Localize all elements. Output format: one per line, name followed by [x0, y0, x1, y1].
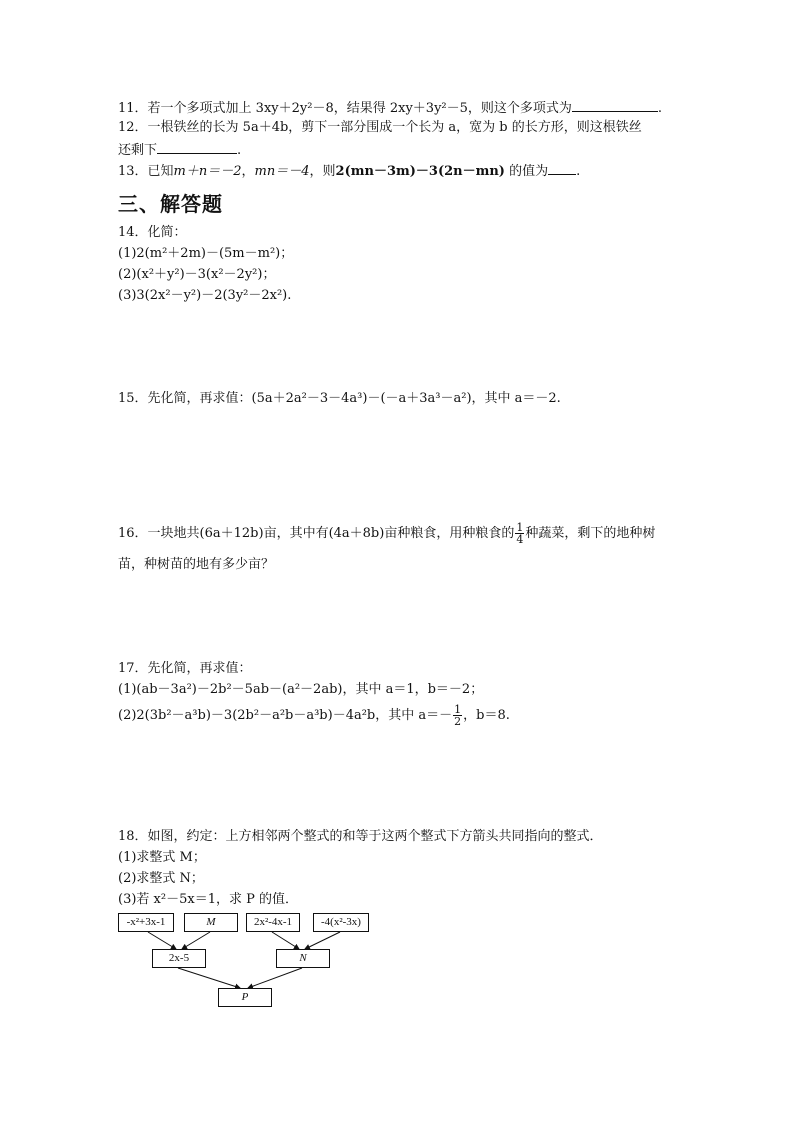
diagram-box-mid-1: 2x-5: [152, 949, 206, 968]
section-title: 三、解答题: [118, 192, 223, 216]
question-17-text: ，b＝8.: [463, 708, 510, 723]
question-12-text: 还剩下: [118, 143, 158, 158]
question-17-item: [118, 704, 510, 728]
separator: ，: [241, 164, 255, 179]
period: .: [657, 101, 663, 116]
question-11: [118, 98, 662, 118]
question-14-item: (2)(x²＋y²)－3(x²－2y²)；: [118, 267, 276, 282]
question-16-text: 种蔬菜，剩下的地种树: [525, 526, 656, 541]
question-11-text: 11．若一个多项式加上 3xy＋2y²－8，结果得 2xy＋3y²－5，则这个多项式为: [118, 101, 572, 116]
question-12-line1: 12．一根铁丝的长为 5a＋4b，剪下一部分围成一个长为 a，宽为 b 的长方形，则这根铁丝: [118, 120, 642, 135]
math-expression: 2(mn－3m)－3(2n－mn): [335, 164, 505, 179]
answer-blank: [548, 161, 576, 175]
question-18-title: 18．如图，约定：上方相邻两个整式的和等于这两个整式下方箭头共同指向的整式．: [118, 829, 603, 844]
question-18-item: (3)若 x²－5x＝1，求 P 的值．: [118, 892, 298, 907]
diagram-box-top-1: -x²+3x-1: [118, 913, 174, 932]
arrow: [305, 932, 340, 949]
fraction: [515, 522, 524, 545]
diagram-box-top-4: -4(x²-3x): [313, 913, 369, 932]
math-expression: mn＝－4: [254, 164, 310, 179]
fraction: [453, 704, 462, 727]
answer-blank: [572, 98, 658, 112]
question-18-item: (2)求整式 N；: [118, 871, 204, 886]
question-17-item: (1)(ab－3a²)－2b²－5ab－(a²－2ab)，其中 a＝1，b＝－2；: [118, 682, 484, 697]
question-14-title: 14．化简：: [118, 225, 187, 240]
fraction-denominator: 4: [516, 533, 524, 546]
fraction-numerator: 1: [454, 703, 462, 716]
question-14-item: (1)2(m²＋2m)－(5m－m²)；: [118, 246, 294, 261]
question-13-text: 的值为: [509, 164, 549, 179]
period: .: [237, 143, 242, 158]
question-17-text: (2)2(3b²－a³b)－3(2b²－a²b－a³b)－4a²b，其中 a＝－: [118, 708, 453, 723]
arrow: [182, 932, 210, 949]
arrow: [272, 932, 299, 949]
arrow: [148, 932, 176, 949]
question-13: [118, 161, 580, 181]
diagram-box-n: N: [276, 949, 330, 968]
question-14-item: (3)3(2x²－y²)－2(3y²－2x²).: [118, 288, 292, 303]
question-16-line1: [118, 522, 655, 546]
arrow: [248, 968, 302, 988]
question-13-text: 13．已知: [118, 164, 174, 179]
math-expression: m＋n＝－2: [173, 164, 242, 179]
arrow: [178, 968, 240, 988]
question-18-item: (1)求整式 M；: [118, 850, 206, 865]
question-16-line2: 苗，种树苗的地有多少亩？: [118, 557, 275, 572]
diagram-box-p: P: [218, 988, 272, 1007]
question-16-text: 16．一块地共(6a＋12b)亩，其中有(4a＋8b)亩种粮食，用种粮食的: [118, 526, 515, 541]
answer-blank: [157, 140, 237, 154]
diagram-box-top-3: 2x²-4x-1: [246, 913, 300, 932]
diagram-box-m: M: [184, 913, 238, 932]
question-12-line2: [118, 140, 241, 160]
question-17-title: 17．先化简，再求值：: [118, 661, 252, 676]
question-13-text: ，则: [309, 164, 336, 179]
period: .: [576, 164, 581, 179]
question-15: 15．先化简，再求值：(5a＋2a²－3－4a³)－(－a＋3a³－a²)，其中 a＝－2.: [118, 391, 561, 406]
fraction-numerator: 1: [516, 521, 524, 534]
fraction-denominator: 2: [454, 715, 462, 728]
